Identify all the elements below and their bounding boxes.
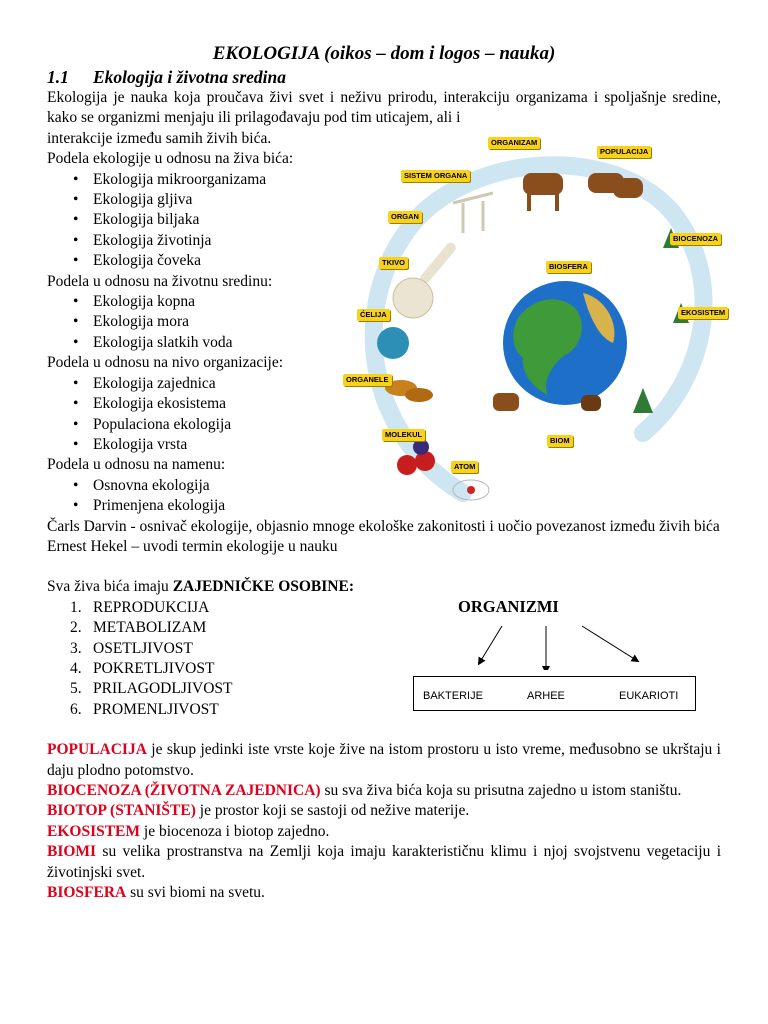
- list-item: 4. POKRETLJIVOST: [70, 659, 215, 677]
- ecology-levels-figure: [343, 133, 743, 515]
- label-organizam: ORGANIZAM: [488, 137, 540, 149]
- organisms-box: [413, 676, 696, 711]
- section-heading: [47, 66, 721, 88]
- common-traits-lead: [47, 577, 721, 597]
- list-item: • Ekologija mora: [93, 312, 721, 332]
- group-heading-environment: Podela u odnosu na životnu sredinu:: [47, 272, 273, 290]
- label-tkivo: TKIVO: [379, 257, 408, 269]
- common-lead: Sva živa bića imaju: [47, 578, 173, 596]
- definition-ekosistem: EKOSISTEM je biocenoza i biotop zajedno.: [47, 822, 330, 840]
- label-celija: ĆELIJA: [357, 309, 390, 321]
- list-item: • Ekologija zajednica: [93, 374, 721, 394]
- common-emph: ZAJEDNIČKE OSOBINE:: [172, 578, 354, 596]
- list-item: • Ekologija biljaka: [93, 210, 721, 230]
- definition-term: POPULACIJA: [47, 741, 147, 759]
- list-item: • Ekologija životinja: [93, 231, 721, 251]
- definition-term: BIOSFERA: [47, 884, 127, 902]
- haeckel-line: Ernest Hekel – uvodi termin ekologije u nauku: [47, 537, 338, 555]
- label-biocenoza: BIOCENOZA: [670, 233, 721, 245]
- definition-populacija: POPULACIJA je skup jedinki iste vrste koje žive na istom prostoru u isto vreme, međusobno se ukrštaju i daju plodno potomstvo.: [47, 741, 721, 779]
- definition-term: BIOTOP (STANIŠTE): [47, 802, 196, 820]
- label-organ: ORGAN: [388, 211, 422, 223]
- intro-line-2: interakcije između samih živih bića.: [47, 129, 272, 147]
- spiral-illustration: [343, 133, 743, 515]
- branch-arhee: ARHEE: [527, 690, 565, 702]
- list-item: 1. REPRODUKCIJA: [70, 598, 210, 616]
- group-heading-organization: Podela u odnosu na nivo organizacije:: [47, 354, 284, 372]
- group-heading-purpose: Podela u odnosu na namenu:: [47, 456, 226, 474]
- list-item: • Populaciona ekologija: [93, 415, 721, 435]
- definition-term: BIOCENOZA (ŽIVOTNA ZAJEDNICA): [47, 782, 321, 799]
- section-number: 1.1: [47, 67, 69, 87]
- label-biom: BIOM: [547, 435, 573, 447]
- list-item: • Ekologija čoveka: [93, 251, 721, 271]
- label-populacija: POPULACIJA: [597, 146, 651, 158]
- list-item: • Ekologija slatkih voda: [93, 333, 721, 353]
- label-ekosistem: EKOSISTEM: [678, 307, 728, 319]
- intro-line-1: Ekologija je nauka koja proučava živi svet i neživu prirodu, interakciju organizama i spoljašnje sredine, kako se organizmi menjaju ili prilagođavaju pod tim uticajem, ali i: [47, 89, 721, 127]
- branch-bakterije: BAKTERIJE: [423, 690, 483, 702]
- label-atom: ATOM: [451, 461, 478, 473]
- label-molekul: MOLEKUL: [382, 429, 425, 441]
- list-item: 2. METABOLIZAM: [70, 619, 207, 637]
- list-item: 6. PROMENLJIVOST: [70, 700, 219, 718]
- definition-term: EKOSISTEM: [47, 822, 141, 840]
- label-sistem-organa: SISTEM ORGANA: [401, 170, 470, 182]
- darwin-name: Čarls Darvin: [47, 517, 127, 535]
- organisms-arrows: [470, 620, 650, 670]
- label-biosfera: BIOSFERA: [546, 261, 591, 273]
- definition-biosfera: BIOSFERA su svi biomi na svetu.: [47, 884, 265, 902]
- section-title: Ekologija i životna sredina: [93, 67, 287, 87]
- definition-term: BIOMI: [47, 843, 97, 861]
- list-item: • Ekologija vrsta: [93, 435, 721, 455]
- list-item: 5. PRILAGODLJIVOST: [70, 680, 233, 698]
- list-item: • Ekologija mikroorganizama: [93, 170, 721, 190]
- organisms-heading: ORGANIZMI: [458, 597, 559, 616]
- darwin-paragraph: [47, 517, 721, 537]
- definition-biotop: BIOTOP (STANIŠTE) je prostor koji se sastoji od nežive materije.: [47, 802, 470, 820]
- document-title: EKOLOGIJA (oikos – dom i logos – nauka): [212, 43, 556, 64]
- list-item: • Osnovna ekologija: [93, 476, 721, 496]
- list-item: • Ekologija kopna: [93, 292, 721, 312]
- list-item: • Ekologija ekosistema: [93, 394, 721, 414]
- definition-biomi: BIOMI su velika prostranstva na Zemlji koja imaju karakterističnu klimu i njoj svojstvenu vegetaciju i životinjski svet.: [47, 843, 721, 881]
- list-item: 3. OSETLJIVOST: [70, 639, 193, 657]
- branch-eukarioti: EUKARIOTI: [619, 690, 679, 702]
- list-item: • Ekologija gljiva: [93, 190, 721, 210]
- darwin-text: - osnivač ekologije, objasnio mnoge ekološke zakonitosti i uočio povezanost između živih bića: [126, 517, 720, 535]
- group-heading-living: Podela ekologije u odnosu na živa bića:: [47, 150, 294, 168]
- definition-biocenoza: BIOCENOZA (ŽIVOTNA ZAJEDNICA) su sva živa bića koja su prisutna zajedno u istom staništu.: [47, 782, 682, 799]
- intro-paragraph: [47, 88, 721, 129]
- label-organele: ORGANELE: [343, 374, 392, 386]
- list-item: • Primenjena ekologija: [93, 496, 721, 516]
